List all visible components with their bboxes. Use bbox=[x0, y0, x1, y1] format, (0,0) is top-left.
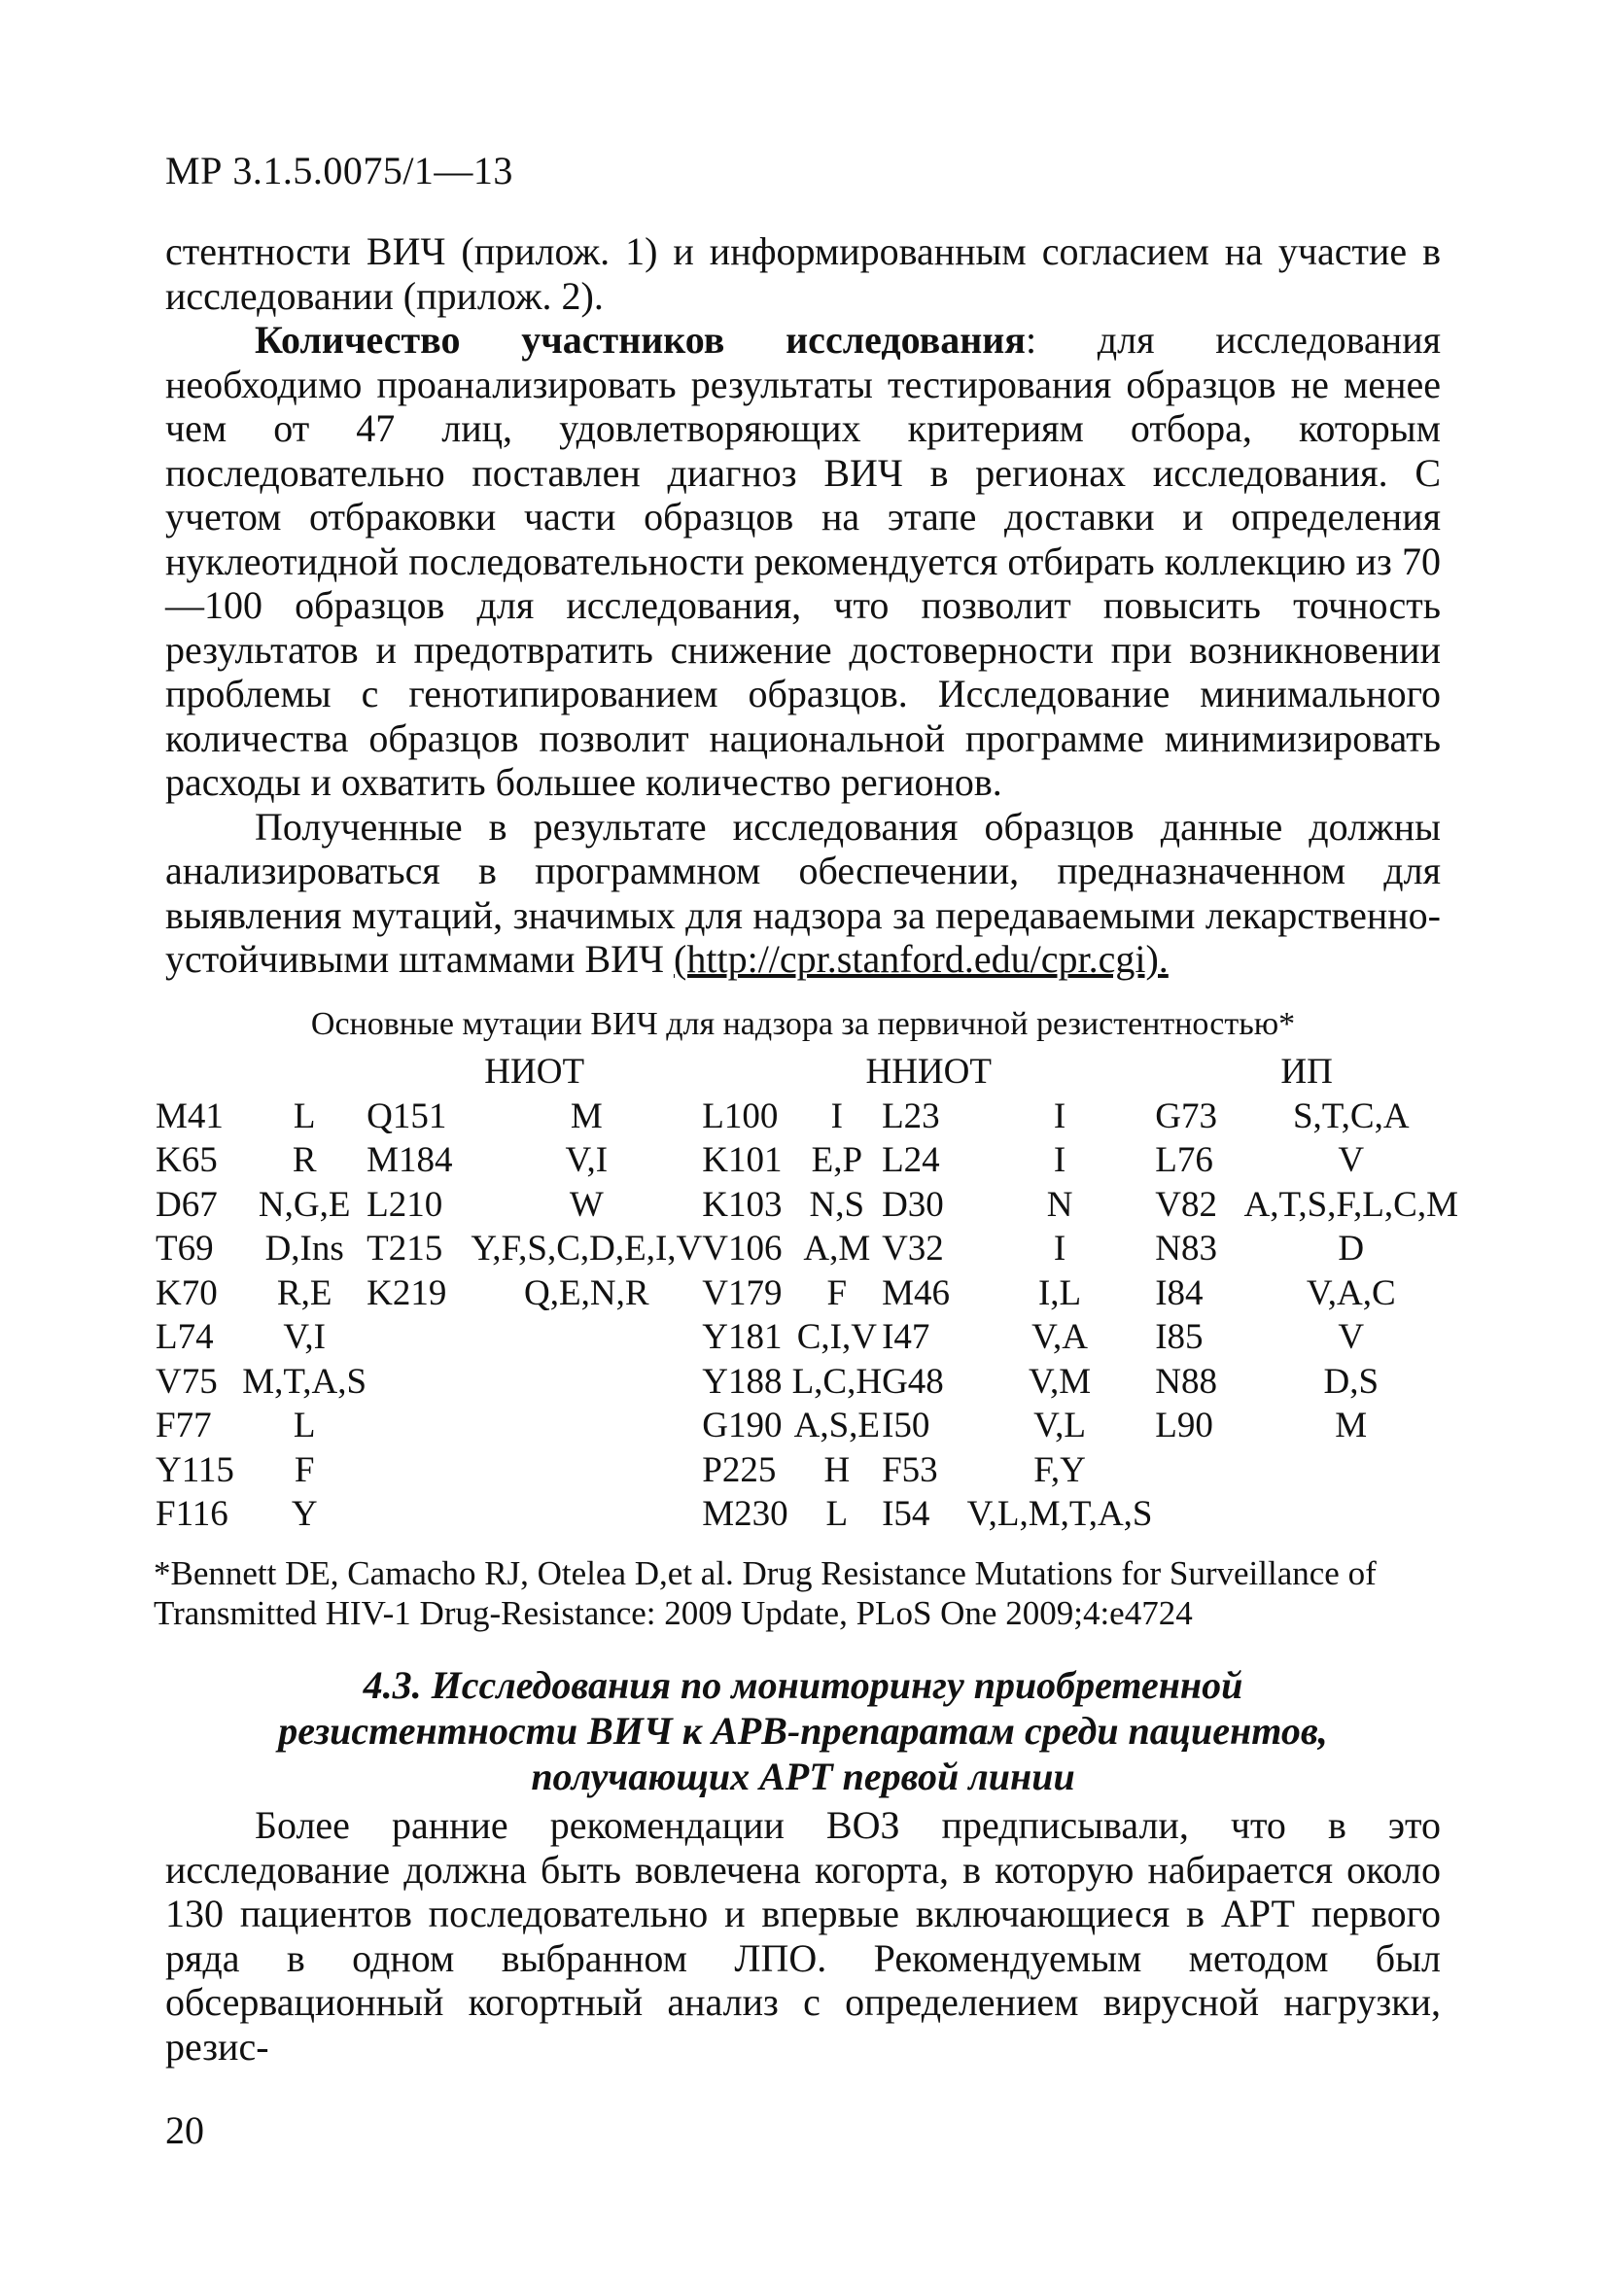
position-cell bbox=[367, 1448, 471, 1493]
mutation-cell: M bbox=[1335, 1406, 1368, 1446]
position-cell: V106 bbox=[702, 1229, 783, 1270]
mutation-cell: M bbox=[570, 1096, 603, 1136]
position-cell bbox=[367, 1360, 471, 1405]
mutation-cell: A,S,E bbox=[793, 1406, 881, 1446]
position-cell: I85 bbox=[1155, 1317, 1204, 1358]
position-cell: M46 bbox=[882, 1272, 950, 1313]
mutation-cell: S,T,C,A bbox=[1292, 1096, 1410, 1136]
mutation-cell bbox=[471, 1492, 702, 1537]
group-nnrti: ННИОТ bbox=[865, 1052, 992, 1093]
group-nrti: НИОТ bbox=[484, 1052, 585, 1093]
section-title-line-1: 4.3. Исследования по мониторингу приобретенной bbox=[363, 1663, 1243, 1707]
mutation-cell: L bbox=[293, 1406, 316, 1446]
section-title-line-3: получающих АРТ первой линии bbox=[531, 1755, 1075, 1798]
table-row bbox=[156, 1227, 1458, 1271]
mutation-cell: A,M bbox=[803, 1229, 871, 1270]
position-cell: F77 bbox=[156, 1406, 212, 1446]
mutation-cell: I bbox=[1053, 1140, 1066, 1181]
table-row bbox=[156, 1492, 1458, 1537]
table-caption: Основные мутации ВИЧ для надзора за первичной резистентностью* bbox=[310, 1006, 1296, 1042]
position-cell: M230 bbox=[702, 1494, 788, 1535]
mutation-cell: H bbox=[823, 1449, 851, 1490]
mutation-cell: I bbox=[1053, 1229, 1066, 1270]
mutation-table bbox=[156, 1050, 1458, 1537]
table-row bbox=[156, 1271, 1458, 1316]
section-title bbox=[165, 1662, 1441, 1799]
position-cell: K65 bbox=[156, 1140, 218, 1181]
mutation-cell: V bbox=[1338, 1140, 1365, 1181]
table-row bbox=[156, 1095, 1458, 1139]
position-cell bbox=[367, 1492, 471, 1537]
mutation-cell: I bbox=[830, 1096, 843, 1136]
position-cell: K219 bbox=[367, 1272, 447, 1313]
mutation-cell: V,M bbox=[1029, 1361, 1092, 1402]
mutation-cell bbox=[471, 1404, 702, 1448]
mutation-cell: D,S bbox=[1323, 1361, 1380, 1402]
mutation-cell: I bbox=[1053, 1096, 1066, 1136]
mutation-cell: Q,E,N,R bbox=[524, 1272, 649, 1313]
mutation-cell bbox=[471, 1448, 702, 1493]
position-cell: M184 bbox=[367, 1140, 453, 1181]
position-cell: L210 bbox=[367, 1184, 443, 1225]
table-row bbox=[156, 1138, 1458, 1183]
position-cell: P225 bbox=[702, 1449, 777, 1490]
position-cell: V75 bbox=[156, 1361, 218, 1402]
position-cell: T69 bbox=[156, 1229, 214, 1270]
position-cell: Y115 bbox=[156, 1449, 234, 1490]
position-cell bbox=[1155, 1448, 1243, 1493]
position-cell: N83 bbox=[1155, 1229, 1217, 1270]
mutation-cell: V,I bbox=[565, 1140, 609, 1181]
mutation-cell: L,C,H bbox=[791, 1361, 883, 1402]
mutation-cell: L bbox=[293, 1096, 316, 1136]
position-cell: N88 bbox=[1155, 1361, 1217, 1402]
mutation-cell: D bbox=[1338, 1229, 1365, 1270]
mutation-cell bbox=[471, 1360, 702, 1405]
position-cell: I84 bbox=[1155, 1272, 1204, 1313]
document-code: МР 3.1.5.0075/1—13 bbox=[165, 149, 513, 192]
mutation-cell: D,Ins bbox=[264, 1229, 344, 1270]
mutation-cell: N,S bbox=[809, 1184, 865, 1225]
position-cell bbox=[367, 1404, 471, 1448]
mutation-cell bbox=[1244, 1492, 1459, 1537]
position-cell: K101 bbox=[702, 1140, 783, 1181]
mutation-cell: V,A bbox=[1031, 1317, 1089, 1358]
position-cell: L76 bbox=[1155, 1140, 1213, 1181]
position-cell: M41 bbox=[156, 1096, 224, 1136]
position-cell: V179 bbox=[702, 1272, 783, 1313]
position-cell: K103 bbox=[702, 1184, 783, 1225]
position-cell: I50 bbox=[882, 1406, 930, 1446]
mutation-cell: R bbox=[292, 1140, 317, 1181]
mutation-cell bbox=[1244, 1448, 1459, 1493]
position-cell: Y188 bbox=[702, 1361, 783, 1402]
intro-paragraph-1: стентности ВИЧ (прилож. 1) и информированным согласием на участие в исследовании (прилож. 2). bbox=[165, 229, 1441, 318]
intro-paragraph-3 bbox=[165, 805, 1441, 982]
table-row bbox=[156, 1360, 1458, 1405]
section-title-line-2: резистентности ВИЧ к АРВ-препаратам среди пациентов, bbox=[278, 1709, 1328, 1753]
mutation-cell: V,A,C bbox=[1306, 1272, 1396, 1313]
mutation-cell: N bbox=[1046, 1184, 1073, 1225]
group-pi: ИП bbox=[1280, 1052, 1333, 1093]
position-cell: Y181 bbox=[702, 1317, 783, 1358]
position-cell: L24 bbox=[882, 1140, 940, 1181]
mutation-cell: R,E bbox=[276, 1272, 332, 1313]
mutation-cell: M,T,A,S bbox=[242, 1361, 367, 1402]
mutation-cell: A,T,S,F,L,C,M bbox=[1243, 1184, 1458, 1225]
position-cell: D67 bbox=[156, 1184, 218, 1225]
position-cell: L90 bbox=[1155, 1406, 1213, 1446]
mutation-cell: Y bbox=[291, 1494, 318, 1535]
intro-text bbox=[165, 229, 1441, 982]
position-cell: K70 bbox=[156, 1272, 218, 1313]
mutation-cell bbox=[471, 1315, 702, 1360]
participants-count-heading: Количество участников исследования bbox=[255, 318, 1026, 362]
section-paragraph-1: Более ранние рекомендации ВОЗ предписывали, что в это исследование должна быть вовлечена когорта, в которую набирается около 130 пациентов последовательно и впервые включающиеся в АРТ первого ряда в одном выбранном ЛПО. Рекомендуемым методом был обсервационный когортный анализ с определением вирусной нагрузки, резис- bbox=[165, 1803, 1441, 2069]
page-number: 20 bbox=[165, 2108, 204, 2152]
position-cell: L74 bbox=[156, 1317, 214, 1358]
mutation-cell: V,L bbox=[1033, 1406, 1086, 1446]
mutation-cell: I,L bbox=[1037, 1272, 1082, 1313]
position-cell: G73 bbox=[1155, 1096, 1217, 1136]
table-row bbox=[156, 1315, 1458, 1360]
position-cell: F116 bbox=[156, 1494, 228, 1535]
mutation-cell: L bbox=[825, 1494, 849, 1535]
position-cell: I54 bbox=[882, 1494, 930, 1535]
software-text: Полученные в результате исследования образцов данные должны анализироваться в программном обеспечении, предназначенном для выявления мутаций, значимых для надзора за передаваемыми лекарственно-устойчивыми штаммами ВИЧ bbox=[165, 804, 1441, 981]
mutation-cell: W bbox=[569, 1184, 604, 1225]
mutation-cell: F bbox=[826, 1272, 848, 1313]
section-text bbox=[165, 1803, 1441, 2069]
position-cell: I47 bbox=[882, 1317, 930, 1358]
position-cell bbox=[1155, 1492, 1243, 1537]
position-cell: D30 bbox=[882, 1184, 944, 1225]
position-cell: G48 bbox=[882, 1361, 944, 1402]
table-footnote: *Bennett DE, Camacho RJ, Otelea D,et al. Drug Resistance Mutations for Surveillance of Transmitted HIV-1 Drug-Resistance: 2009 Update, PLoS One 2009;4:e4724 bbox=[154, 1554, 1377, 1632]
position-cell: V32 bbox=[882, 1229, 944, 1270]
position-cell: F53 bbox=[882, 1449, 938, 1490]
participants-count-text: : для исследования необходимо проанализировать результаты тестирования образцов не менее чем от 47 лиц, удовлетворяющих критериям отбора, которым последовательно поставлен диагноз ВИЧ в регионах исследования. С учетом отбраковки части образцов на этапе доставки и определения нуклеотидной последовательности рекомендуется отбирать коллекцию из 70—100 образцов для исследования, что позволит повысить точность результатов и предотвратить снижение достоверности при возникновении проблемы с генотипированием образцов. Исследование минимального количества образцов позволит национальной программе минимизировать расходы и охватить большее количество регионов. bbox=[165, 318, 1441, 804]
position-cell: G190 bbox=[702, 1406, 783, 1446]
mutation-cell: Y,F,S,C,D,E,I,V bbox=[471, 1229, 703, 1270]
position-cell: L23 bbox=[882, 1096, 940, 1136]
mutation-cell: V,I bbox=[283, 1317, 326, 1358]
intro-paragraph-2 bbox=[165, 318, 1441, 805]
position-cell: L100 bbox=[702, 1096, 779, 1136]
mutation-cell: E,P bbox=[811, 1140, 863, 1181]
position-cell: Q151 bbox=[367, 1096, 447, 1136]
stanford-link[interactable]: (http://cpr.stanford.edu/cpr.cgi). bbox=[674, 937, 1169, 981]
table-row bbox=[156, 1448, 1458, 1493]
mutation-cell: F,Y bbox=[1033, 1449, 1086, 1490]
table-row bbox=[156, 1183, 1458, 1228]
table-group-header bbox=[156, 1050, 1458, 1095]
mutation-cell: V bbox=[1338, 1317, 1365, 1358]
position-cell bbox=[367, 1315, 471, 1360]
position-cell: V82 bbox=[1155, 1184, 1217, 1225]
mutation-cell: C,I,V bbox=[796, 1317, 877, 1358]
mutation-cell: N,G,E bbox=[258, 1184, 351, 1225]
table-row bbox=[156, 1404, 1458, 1448]
mutation-cell: V,L,M,T,A,S bbox=[966, 1494, 1153, 1535]
mutation-cell: F bbox=[294, 1449, 315, 1490]
position-cell: T215 bbox=[367, 1229, 443, 1270]
